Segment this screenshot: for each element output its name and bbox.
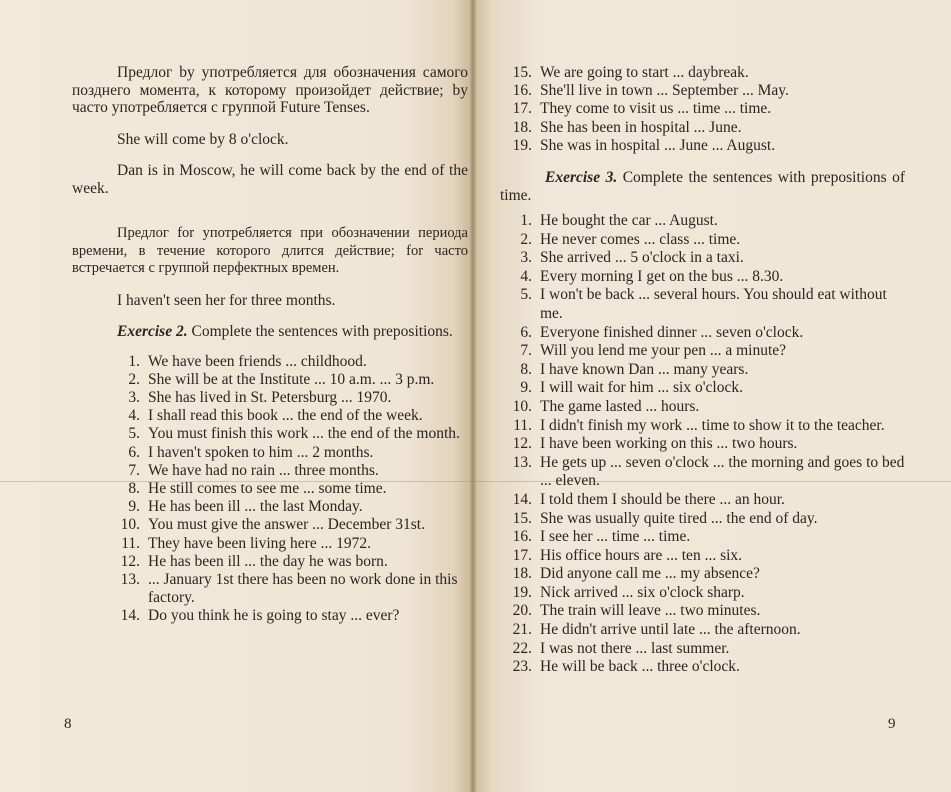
item-number: 18. [512, 565, 532, 583]
list-item [504, 398, 905, 417]
item-number: 16. [512, 528, 532, 546]
list-item [504, 361, 905, 380]
exercise-3-heading [500, 169, 905, 204]
item-text: He has been ill ... the day he was born. [148, 552, 388, 570]
item-text: She has been in hospital ... June. [540, 118, 742, 136]
list-item [112, 407, 468, 425]
item-text: Everyone finished dinner ... seven o'clock. [540, 323, 804, 341]
list-item [504, 565, 905, 584]
item-number: 3. [520, 249, 532, 267]
item-text: You must give the answer ... December 31st. [148, 516, 425, 534]
list-item [112, 480, 468, 498]
list-item [504, 324, 905, 343]
page-number-right: 9 [888, 716, 896, 732]
item-text: I have known Dan ... many years. [540, 360, 749, 378]
exercise-2-label: Exercise 2. [117, 323, 188, 340]
list-item [112, 444, 468, 462]
exercise-3-instruction: Complete the sentences with prepositions of time. [500, 169, 905, 204]
item-number: 11. [513, 416, 532, 434]
list-item [504, 602, 905, 621]
item-text: He will be back ... three o'clock. [540, 658, 740, 676]
exercise-2-heading [72, 323, 468, 341]
list-item [504, 379, 905, 398]
item-text: The game lasted ... hours. [540, 397, 700, 415]
item-text: He bought the car ... August. [540, 212, 718, 230]
for-example: I haven't seen her for three months. [117, 291, 336, 309]
item-number: 8. [128, 479, 140, 497]
item-number: 1. [520, 212, 532, 230]
item-text: The train will leave ... two minutes. [540, 602, 761, 620]
item-text: She arrived ... 5 o'clock in a taxi. [540, 249, 744, 267]
list-item [504, 342, 905, 361]
list-item [504, 137, 905, 155]
list-item [112, 389, 468, 407]
item-text: They have been living here ... 1972. [148, 534, 371, 552]
item-number: 19. [512, 583, 532, 601]
item-number: 13. [120, 570, 140, 588]
item-number: 22. [512, 639, 532, 657]
list-item [504, 64, 905, 82]
list-item [112, 353, 468, 371]
item-number: 1. [128, 352, 140, 370]
item-text: Do you think he is going to stay ... ever? [148, 607, 400, 625]
list-item [504, 82, 905, 100]
list-item [112, 498, 468, 516]
list-item [112, 371, 468, 389]
item-number: 8. [520, 360, 532, 378]
list-item [504, 286, 905, 323]
book-spine [470, 0, 476, 792]
list-item [504, 491, 905, 510]
item-number: 23. [512, 658, 532, 676]
item-text: I have been working on this ... two hours. [540, 435, 798, 453]
item-text: I didn't finish my work ... time to show it to the teacher. [540, 416, 885, 434]
item-number: 11. [121, 534, 140, 552]
item-number: 15. [512, 64, 532, 81]
list-item [504, 268, 905, 287]
item-text: I haven't spoken to him ... 2 months. [148, 443, 374, 461]
item-number: 18. [512, 118, 532, 136]
list-item [504, 100, 905, 118]
by-example-1: She will come by 8 o'clock. [117, 130, 289, 148]
for-rule-paragraph: Предлог for употребляется при обозначении периода времени, в течение которого длится действие; for часто встречается с группой перфектных времен. [72, 225, 468, 276]
item-text: We are going to start ... daybreak. [540, 64, 749, 81]
item-number: 10. [512, 397, 532, 415]
list-item [112, 535, 468, 553]
item-number: 15. [512, 509, 532, 527]
item-number: 7. [128, 461, 140, 479]
item-text: His office hours are ... ten ... six. [540, 546, 743, 564]
item-text: I see her ... time ... time. [540, 528, 691, 546]
item-number: 12. [512, 435, 532, 453]
item-number: 5. [520, 286, 532, 304]
list-item [112, 553, 468, 571]
by-rule-paragraph: Предлог by употребляется для обозначения самого позднего момента, к которому произойдет действие; by часто употребляется с группой Future Tenses. [72, 64, 468, 116]
list-item [112, 516, 468, 534]
list-item [112, 571, 468, 607]
exercise-2-list [72, 353, 468, 626]
item-text: I will wait for him ... six o'clock. [540, 379, 743, 397]
item-text: He still comes to see me ... some time. [148, 479, 387, 497]
list-item [504, 640, 905, 659]
list-item [504, 584, 905, 603]
item-number: 3. [128, 388, 140, 406]
item-number: 10. [120, 516, 140, 534]
item-number: 9. [520, 379, 532, 397]
item-text: Did anyone call me ... my absence? [540, 565, 760, 583]
list-item [504, 621, 905, 640]
page-number-left: 8 [64, 716, 72, 732]
list-item [112, 607, 468, 625]
list-item [112, 425, 468, 443]
item-text: We have been friends ... childhood. [148, 352, 367, 370]
item-number: 2. [128, 370, 140, 388]
item-text: He gets up ... seven o'clock ... the morning and goes to bed ... eleven. [540, 453, 905, 490]
list-item [504, 249, 905, 268]
item-text: She has lived in St. Petersburg ... 1970. [148, 388, 392, 406]
left-page-content [72, 64, 468, 626]
item-text: Will you lend me your pen ... a minute? [540, 342, 787, 360]
item-text: I shall read this book ... the end of the week. [148, 407, 423, 425]
item-number: 13. [512, 453, 532, 471]
item-text: I told them I should be there ... an hour. [540, 490, 785, 508]
list-item [504, 658, 905, 677]
item-text: He didn't arrive until late ... the afternoon. [540, 621, 801, 639]
item-number: 4. [128, 407, 140, 425]
right-page-content [500, 64, 905, 677]
exercise-2-instruction: Complete the sentences with prepositions. [191, 323, 453, 340]
list-item [504, 510, 905, 529]
list-item [504, 212, 905, 231]
item-text: He never comes ... class ... time. [540, 230, 741, 248]
exercise-2-continued-list [500, 64, 905, 155]
item-number: 4. [520, 267, 532, 285]
item-text: He has been ill ... the last Monday. [148, 498, 363, 516]
item-text: I was not there ... last summer. [540, 639, 730, 657]
item-text: They come to visit us ... time ... time. [540, 100, 772, 118]
exercise-3-label: Exercise 3. [545, 169, 618, 187]
item-number: 17. [512, 546, 532, 564]
list-item [504, 417, 905, 436]
by-example-2: Dan is in Moscow, he will come back by the end of the week. [72, 162, 468, 197]
item-text: She'll live in town ... September ... May. [540, 82, 789, 100]
list-item [504, 119, 905, 137]
list-item [504, 231, 905, 250]
list-item [504, 528, 905, 547]
item-number: 19. [512, 136, 532, 154]
item-number: 20. [512, 602, 532, 620]
list-item [504, 454, 905, 491]
item-number: 6. [128, 443, 140, 461]
list-item [504, 435, 905, 454]
item-number: 9. [128, 498, 140, 516]
item-text: You must finish this work ... the end of the month. [148, 425, 460, 443]
list-item [112, 462, 468, 480]
item-number: 17. [512, 100, 532, 118]
item-text: We have had no rain ... three months. [148, 461, 379, 479]
exercise-3-list [500, 212, 905, 677]
item-text: She will be at the Institute ... 10 a.m. ... 3 p.m. [148, 370, 435, 388]
item-number: 5. [128, 425, 140, 443]
item-number: 7. [520, 342, 532, 360]
item-text: ... January 1st there has been no work done in this factory. [148, 570, 458, 607]
item-number: 16. [512, 82, 532, 100]
item-text: She was in hospital ... June ... August. [540, 136, 776, 154]
item-text: Nick arrived ... six o'clock sharp. [540, 583, 745, 601]
item-number: 2. [520, 230, 532, 248]
item-number: 12. [120, 552, 140, 570]
item-text: I won't be back ... several hours. You should eat without me. [540, 286, 887, 322]
item-text: Every morning I get on the bus ... 8.30. [540, 267, 784, 285]
item-number: 14. [120, 607, 140, 625]
item-number: 6. [520, 323, 532, 341]
list-item [504, 547, 905, 566]
item-number: 21. [512, 621, 532, 639]
item-text: She was usually quite tired ... the end of day. [540, 509, 818, 527]
item-number: 14. [512, 490, 532, 508]
